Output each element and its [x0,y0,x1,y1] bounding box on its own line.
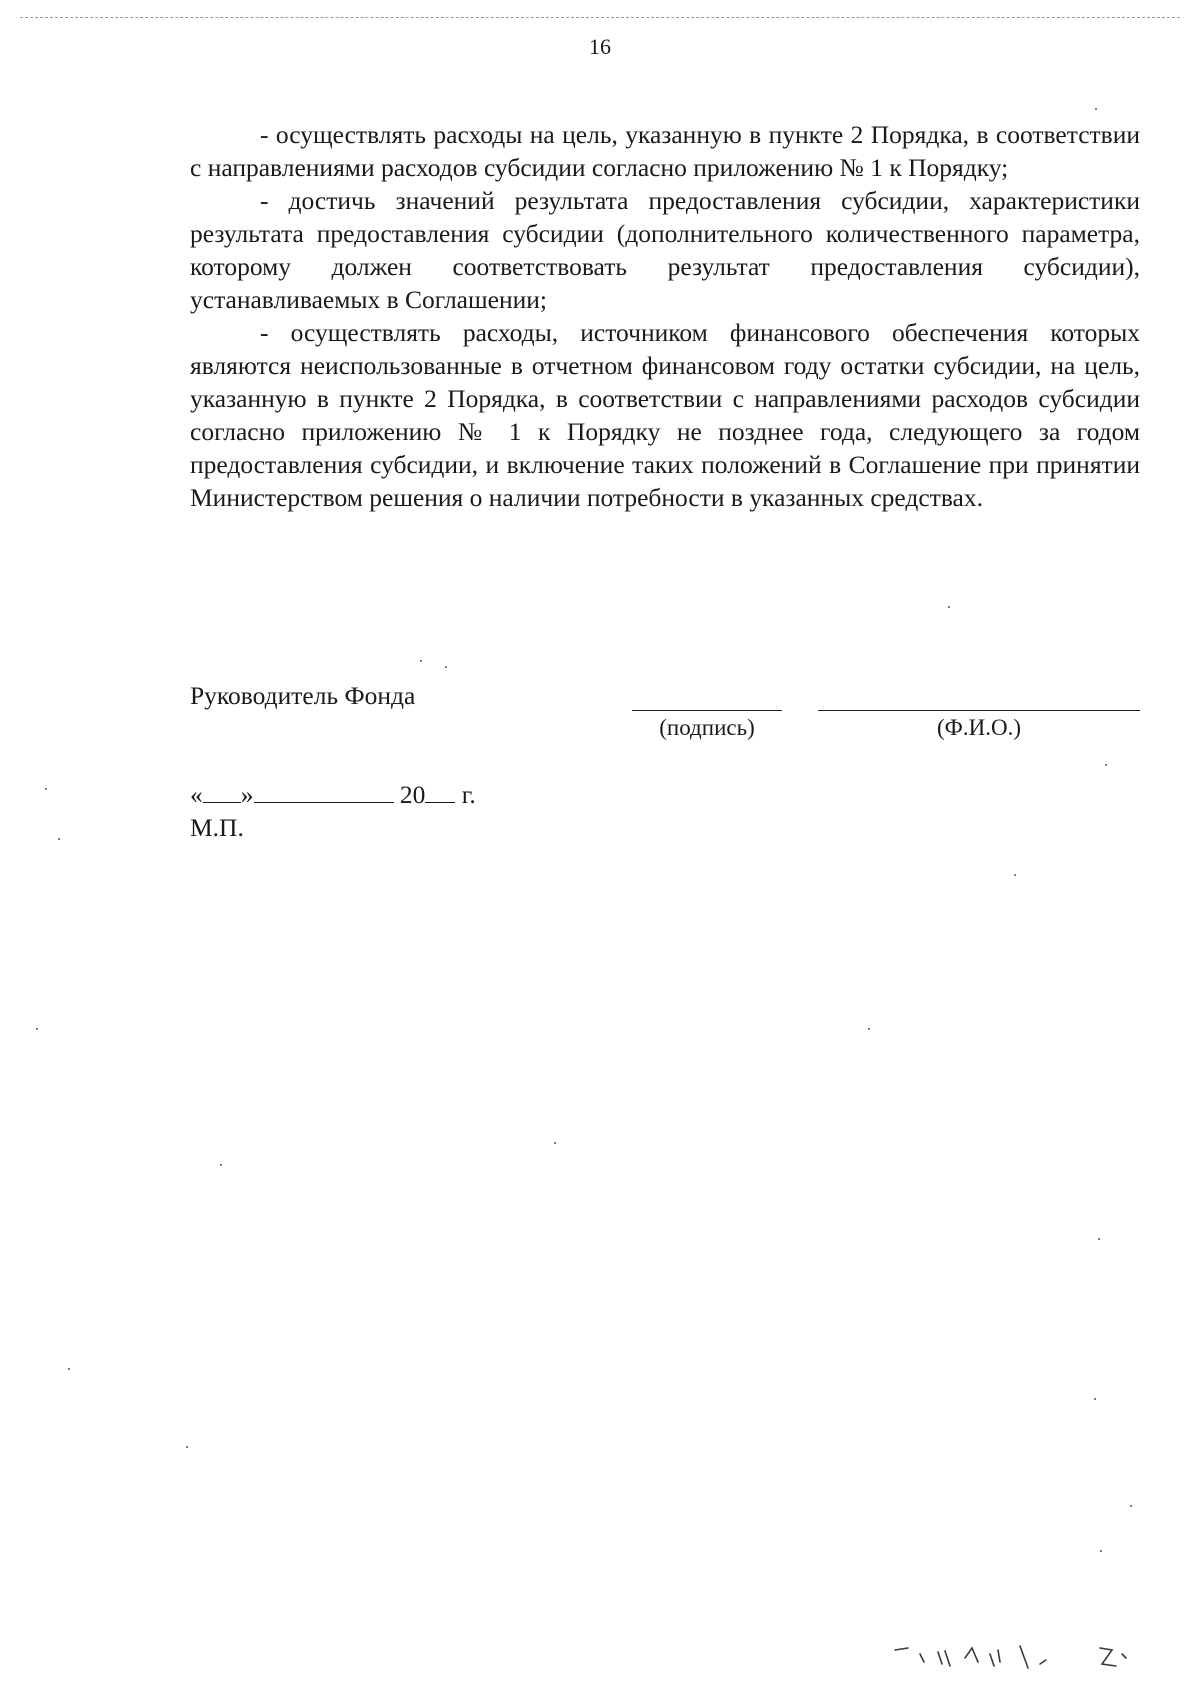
year-blank [425,780,455,803]
paragraph-results: - достичь значений результата предоставления субсидии, характеристики результата предоставления субсидии (дополнительного количественного параметра, которому должен соответствовать результат предоставления субсидии), устанавливаемых в Соглашении; [190,186,1140,314]
scan-speck [1100,1550,1102,1552]
signature-caption: (подпись) [659,715,755,740]
scan-speck [36,1028,38,1030]
document-body [190,118,1140,514]
date-open-quote: « [190,780,203,809]
year-suffix: г. [461,780,476,809]
signatory-role: Руководитель Фонда [190,681,416,710]
scan-speck [45,788,47,790]
stamp-place-label: М.П. [190,813,244,842]
scan-speck [554,1142,556,1144]
scan-speck [1130,1505,1132,1507]
scan-speck [420,660,422,662]
date-close-quote: » [240,780,254,809]
full-name-line [818,710,1140,711]
day-blank [203,780,241,803]
scan-speck [868,1028,870,1030]
scan-speck [220,1164,222,1166]
scan-speck [445,666,447,668]
month-blank [254,780,394,803]
scan-speck [1095,108,1097,110]
scan-speck [1094,1398,1096,1400]
scan-speck [68,1368,70,1370]
paragraph-expenses: - осуществлять расходы на цель, указанную в пункте 2 Порядка, в соответствии с направлениями расходов субсидии согласно приложению № 1 к Порядку; [190,120,1140,182]
year-prefix: 20 [399,780,426,809]
handwritten-marks [890,1640,1140,1680]
paragraph-unused-balances: - осуществлять расходы, источником финансового обеспечения которых являются неиспользованные в отчетном финансовом году остатки субсидии, на цель, указанную в пункте 2 Порядка, в соответствии с направлениями расходов субсидии согласно приложению № 1 к Порядку не позднее года, следующего за годом предоставления субсидии, и включение таких положений в Соглашение при принятии Министерством решения о наличии потребности в указанных средствах. [190,318,1140,512]
signature-line [632,710,782,711]
scan-speck [948,606,950,608]
scan-speck [186,1446,188,1448]
scan-speck [1105,764,1107,766]
scan-speck [1014,874,1016,876]
scan-edge-line [20,17,1180,18]
date-field [190,780,476,810]
page-number: 16 [589,34,611,59]
scan-speck [1098,1238,1100,1240]
full-name-caption: (Ф.И.О.) [937,715,1021,740]
scan-speck [58,838,60,840]
